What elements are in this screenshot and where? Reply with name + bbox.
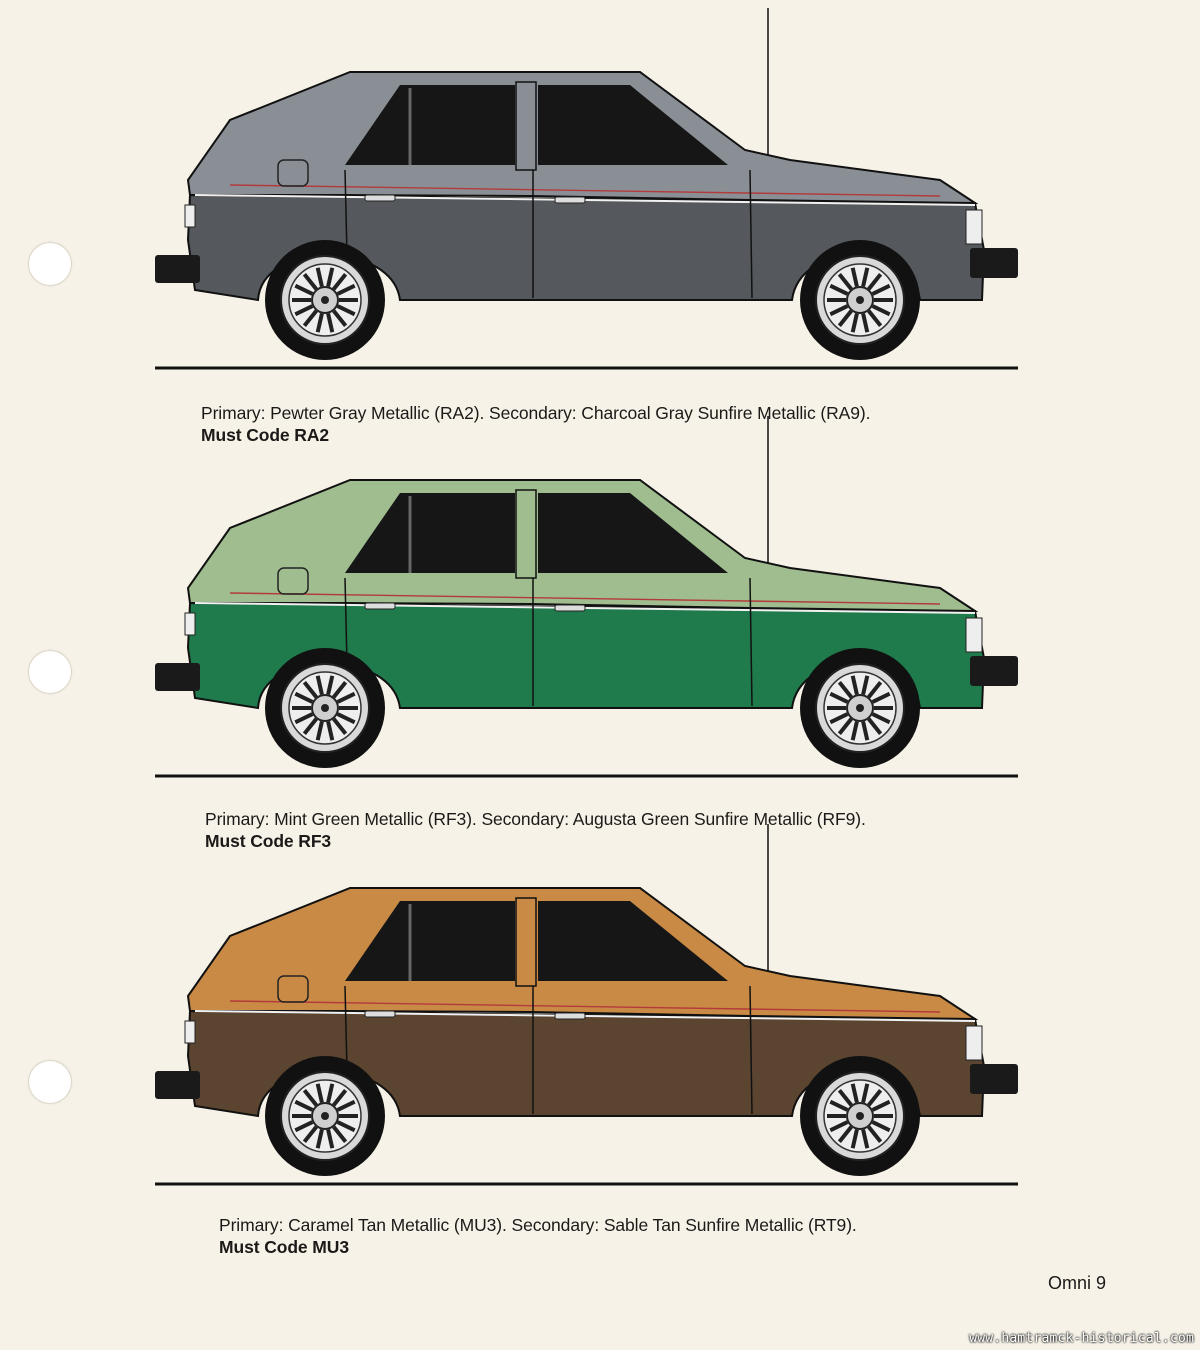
paint-description: Primary: Pewter Gray Metallic (RA2). Secondary: Charcoal Gray Sunfire Metallic (RA9). bbox=[201, 403, 871, 423]
watermark: www.hamtramck-historical.com bbox=[969, 1331, 1194, 1346]
color-caption-tan bbox=[219, 1214, 857, 1258]
paint-description: Primary: Mint Green Metallic (RF3). Secondary: Augusta Green Sunfire Metallic (RF9). bbox=[205, 809, 866, 829]
must-code: Must Code RF3 bbox=[205, 831, 332, 851]
page-folio: Omni 9 bbox=[1048, 1273, 1107, 1293]
must-code: Must Code MU3 bbox=[219, 1237, 349, 1257]
paint-description: Primary: Caramel Tan Metallic (MU3). Secondary: Sable Tan Sunfire Metallic (RT9). bbox=[219, 1215, 857, 1235]
must-code: Must Code RA2 bbox=[201, 425, 330, 445]
